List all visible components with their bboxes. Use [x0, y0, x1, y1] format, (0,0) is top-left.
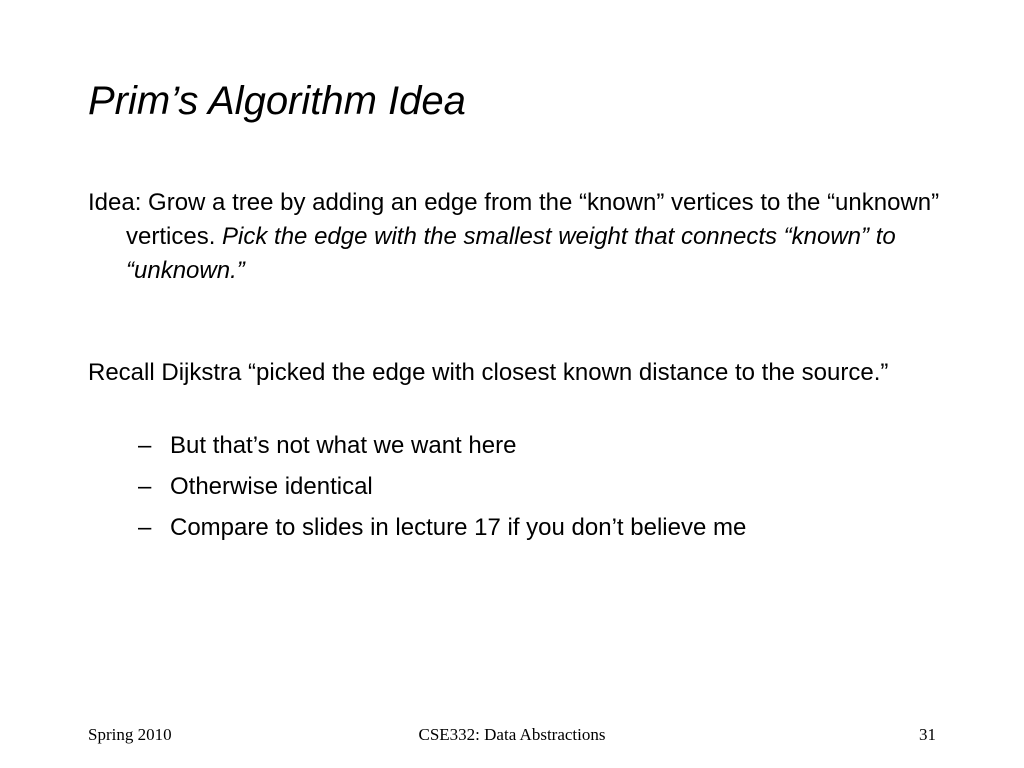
footer-date: Spring 2010 — [88, 725, 172, 744]
idea-text: Idea: Grow a tree by adding an edge from the “known” vertices to the “unknown” vertices. — [88, 189, 940, 250]
footer-page-number: 31 — [919, 725, 936, 744]
idea-emphasis: Pick the edge with the smallest weight that connects “known” to “unknown.” — [126, 223, 896, 284]
slide-title: Prim’s Algorithm Idea — [88, 79, 466, 123]
sub-bullet-item — [138, 511, 746, 552]
dash-marker: – — [138, 432, 152, 459]
recall-paragraph: Recall Dijkstra “picked the edge with closest known distance to the source.” — [88, 359, 889, 386]
sub-bullet-list — [138, 429, 746, 552]
dash-marker: – — [138, 514, 152, 541]
sub-bullet-item — [138, 429, 746, 470]
footer-course: CSE332: Data Abstractions — [418, 725, 606, 744]
dash-marker: – — [138, 473, 152, 500]
sub-bullet-text: Otherwise identical — [170, 473, 373, 500]
sub-bullet-text: Compare to slides in lecture 17 if you don’t believe me — [170, 514, 747, 541]
sub-bullet-item — [138, 470, 746, 511]
idea-paragraph — [88, 186, 966, 288]
sub-bullet-text: But that’s not what we want here — [170, 432, 517, 459]
